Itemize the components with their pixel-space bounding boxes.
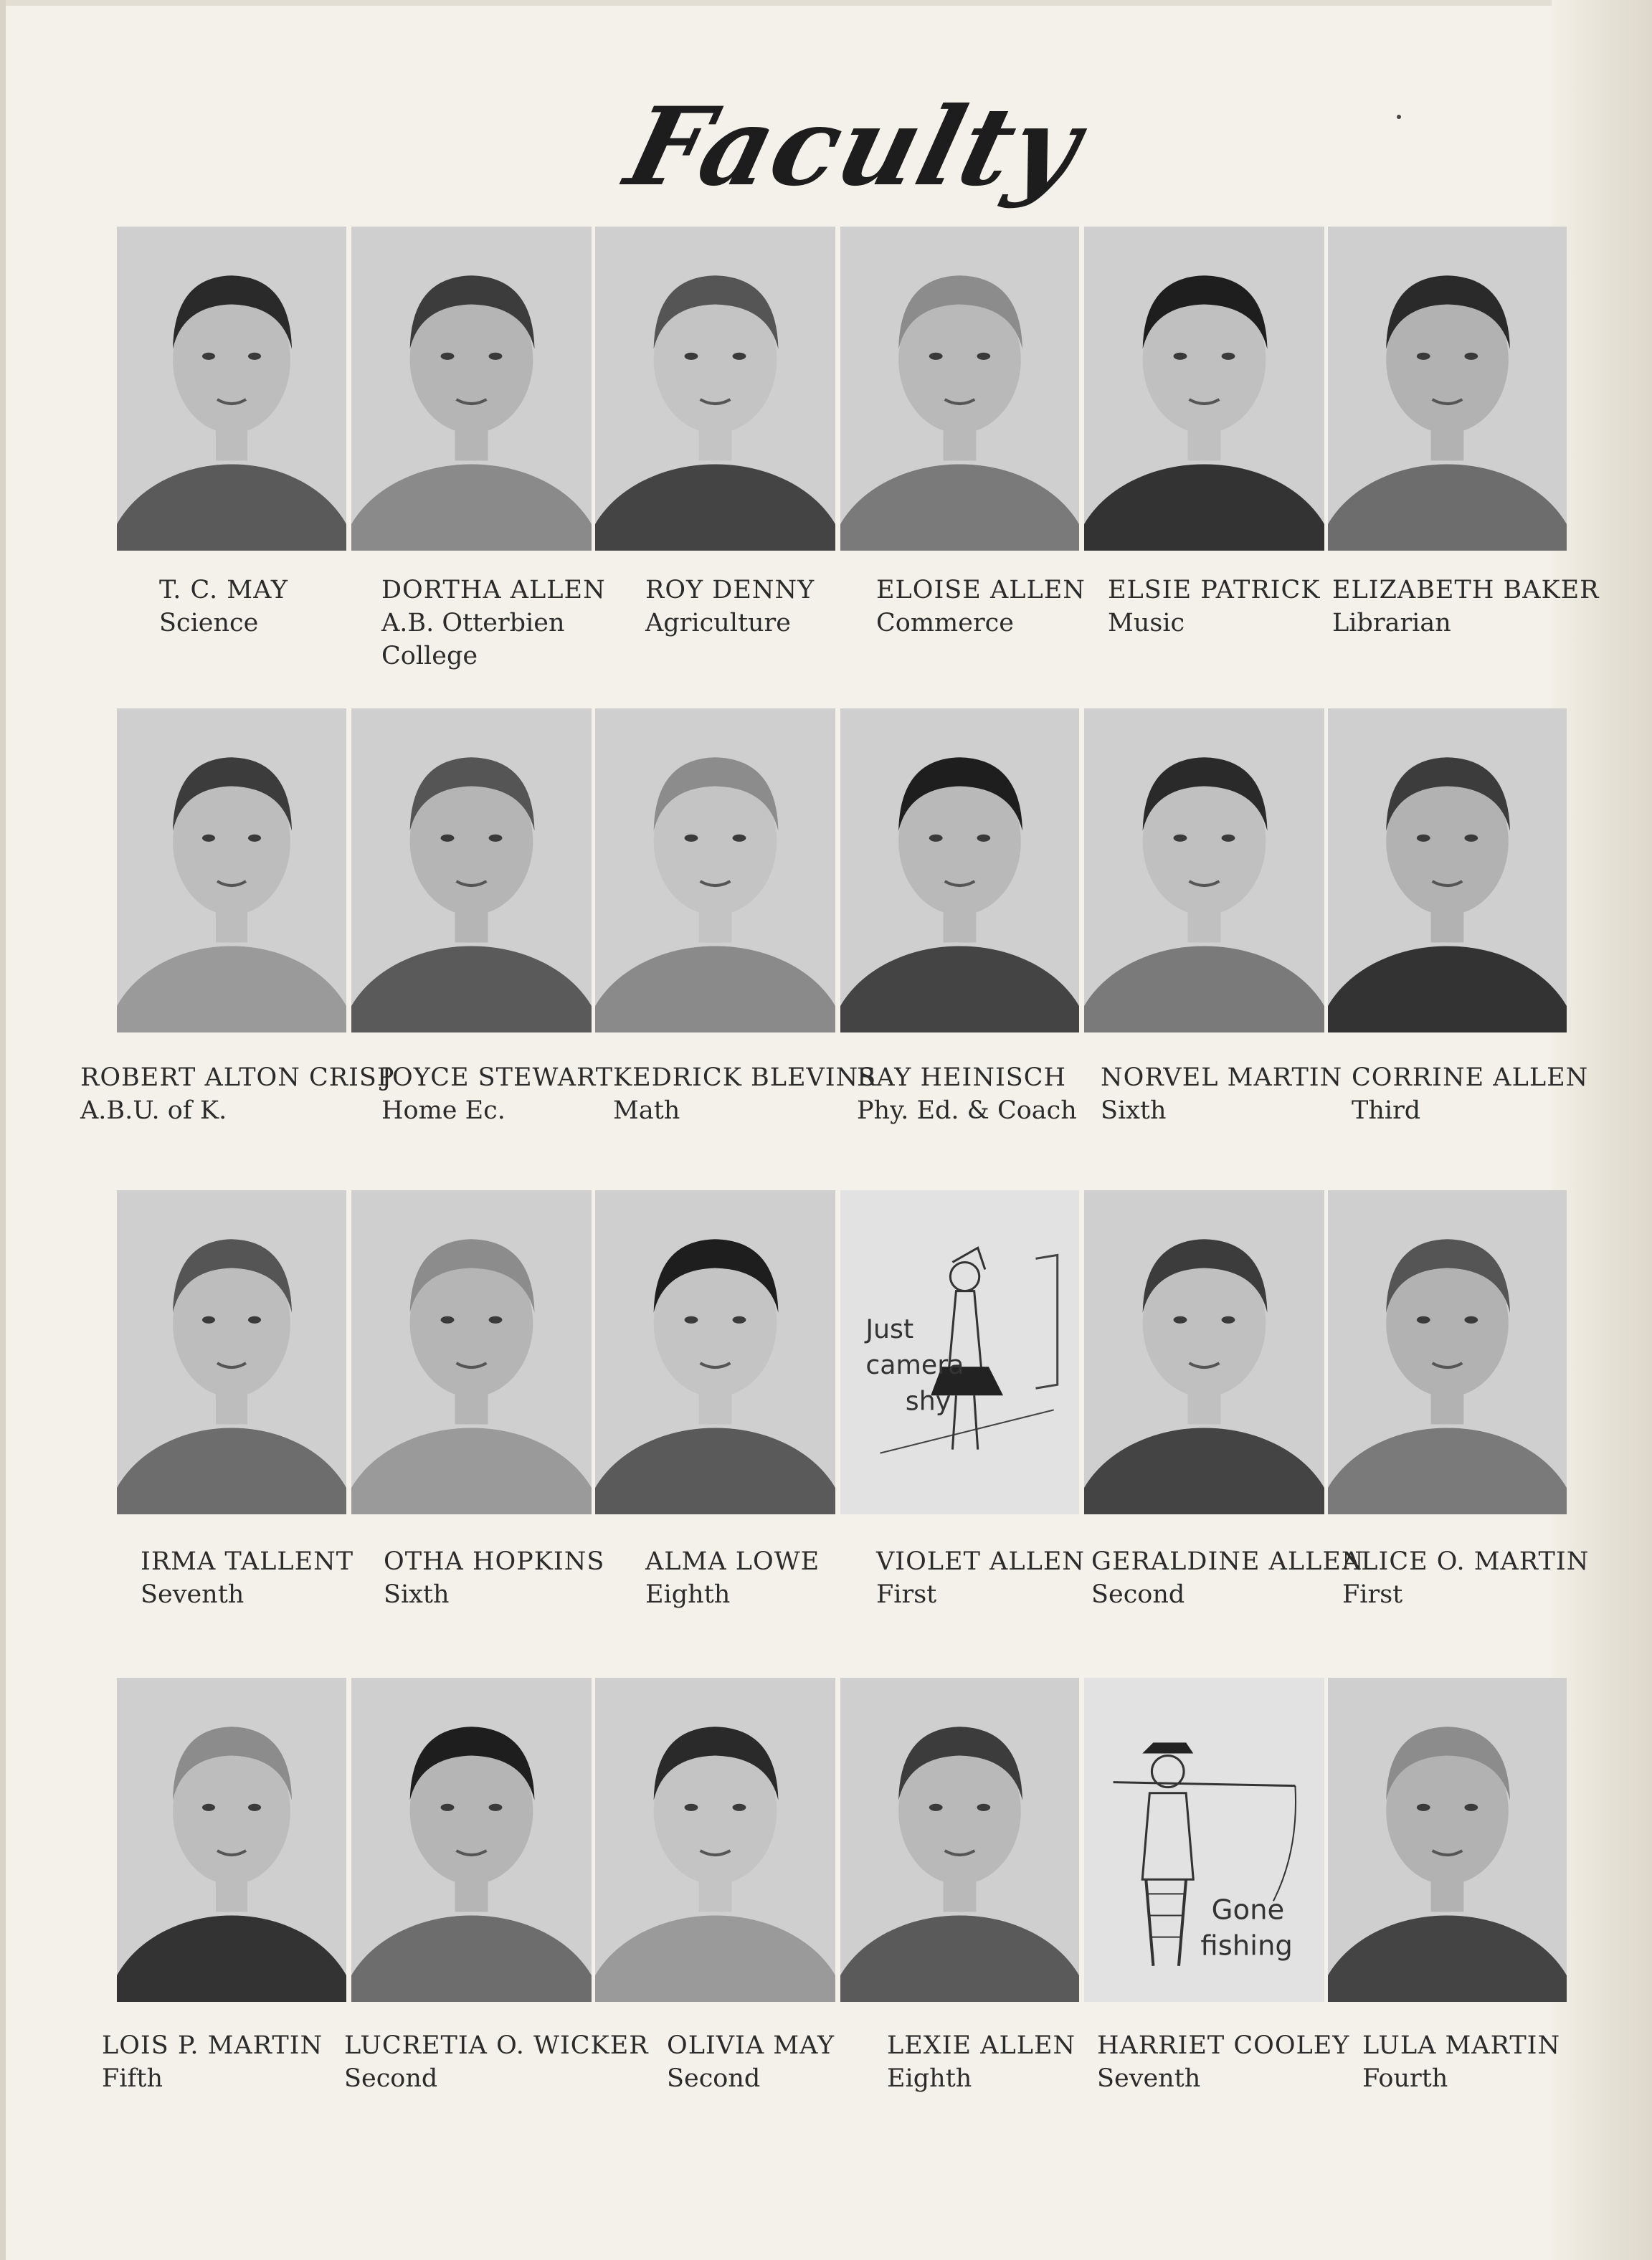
photo-alice-o-martin [1328,1190,1567,1514]
caption-harriet-cooley [1097,2029,1349,2095]
photo-roy-denny [595,227,835,551]
photo-elizabeth-baker [1328,227,1567,551]
teacher-subject-line2: College [381,642,478,670]
teacher-subject: Seventh [141,1580,245,1609]
photo-lexie-allen [840,1678,1079,2002]
photo-joyce-stewart [351,708,592,1032]
teacher-subject: Agriculture [645,609,791,637]
photo-ray-heinisch [840,708,1079,1032]
ink-speck [1397,115,1401,119]
teacher-name: ELSIE PATRICK [1108,576,1321,604]
photo-lula-martin [1328,1678,1567,2002]
photo-norvel-martin [1084,708,1324,1032]
teacher-subject: Fifth [102,2064,163,2093]
teacher-subject: Librarian [1332,609,1451,637]
teacher-subject: Second [1091,1580,1185,1609]
caption-ray-heinisch [857,1061,1077,1127]
photo-corrine-allen [1328,708,1567,1032]
caption-corrine-allen [1352,1061,1588,1127]
photo-olivia-may [595,1678,835,2002]
photo-t-c-may [117,227,346,551]
photo-geraldine-allen [1084,1190,1324,1514]
caption-lois-p-martin [102,2029,323,2095]
caption-eloise-allen [876,574,1086,640]
caption-geraldine-allen [1091,1545,1364,1611]
teacher-name: ELOISE ALLEN [876,576,1086,604]
teacher-subject: Commerce [876,609,1014,637]
teacher-subject: First [1342,1580,1403,1609]
teacher-subject: Second [344,2064,438,2093]
teacher-subject: Sixth [1101,1096,1167,1125]
teacher-name: OLIVIA MAY [667,2031,835,2060]
svg-text:Just: Just [865,1313,914,1344]
caption-dortha-allen [381,574,606,673]
teacher-name: JOYCE STEWART [381,1063,614,1092]
teacher-name: HARRIET COOLEY [1097,2031,1350,2060]
teacher-name: ROBERT ALTON CRISP [80,1063,395,1092]
teacher-subject: A.B. Otterbien [381,609,565,637]
caption-joyce-stewart [381,1061,613,1127]
teacher-name: LEXIE ALLEN [887,2031,1076,2060]
teacher-name: LOIS P. MARTIN [102,2031,323,2060]
caption-olivia-may [667,2029,835,2095]
caption-elizabeth-baker [1332,574,1600,640]
teacher-subject: A.B.U. of K. [80,1096,227,1125]
teacher-subject: Seventh [1097,2064,1201,2093]
teacher-name: ALICE O. MARTIN [1342,1547,1590,1576]
teacher-name: GERALDINE ALLEN [1091,1547,1364,1576]
teacher-name: T. C. MAY [159,576,289,604]
teacher-name: OTHA HOPKINS [384,1547,605,1576]
camera-shy-cartoon [840,1190,1079,1514]
svg-text:shy: shy [905,1385,951,1417]
caption-t-c-may [159,574,288,640]
page-edge-left [0,0,6,2260]
teacher-subject: Home Ec. [381,1096,505,1125]
photo-elsie-patrick [1084,227,1324,551]
photo-kedrick-blevins [595,708,835,1032]
teacher-subject: Second [667,2064,761,2093]
teacher-subject: Science [159,609,259,637]
photo-eloise-allen [840,227,1079,551]
svg-text:fishing: fishing [1200,1929,1293,1962]
teacher-subject: Phy. Ed. & Coach [857,1096,1077,1125]
caption-elsie-patrick [1108,574,1320,640]
page-edge-top [0,0,1652,6]
caption-otha-hopkins [384,1545,604,1611]
teacher-name: IRMA TALLENT [141,1547,354,1576]
teacher-subject: Math [613,1096,680,1125]
caption-violet-allen [876,1545,1085,1611]
caption-robert-alton-crisp [80,1061,394,1127]
teacher-subject: Eighth [645,1580,731,1609]
photo-otha-hopkins [351,1190,592,1514]
caption-lexie-allen [887,2029,1076,2095]
svg-text:camera: camera [865,1349,964,1381]
photo-lucretia-o-wicker [351,1678,592,2002]
teacher-subject: Sixth [384,1580,450,1609]
gone-fishing-cartoon [1084,1678,1324,2002]
photo-lois-p-martin [117,1678,346,2002]
teacher-name: KEDRICK BLEVINS [613,1063,877,1092]
caption-irma-tallent [141,1545,353,1611]
teacher-name: ALMA LOWE [645,1547,820,1576]
teacher-subject: First [876,1580,937,1609]
caption-kedrick-blevins [613,1061,876,1127]
teacher-name: VIOLET ALLEN [876,1547,1085,1576]
page-title: Faculty [615,84,1094,210]
svg-text:Gone: Gone [1211,1894,1285,1927]
caption-roy-denny [645,574,815,640]
teacher-name: LULA MARTIN [1362,2031,1561,2060]
teacher-name: LUCRETIA O. WICKER [344,2031,649,2060]
teacher-name: DORTHA ALLEN [381,576,606,604]
teacher-subject: Music [1108,609,1185,637]
photo-dortha-allen [351,227,592,551]
teacher-name: NORVEL MARTIN [1101,1063,1343,1092]
photo-alma-lowe [595,1190,835,1514]
caption-lula-martin [1362,2029,1560,2095]
photo-irma-tallent [117,1190,346,1514]
teacher-name: RAY HEINISCH [857,1063,1067,1092]
teacher-subject: Eighth [887,2064,972,2093]
page-edge-right [1552,0,1652,2260]
caption-lucretia-o-wicker [344,2029,649,2095]
teacher-subject: Third [1352,1096,1421,1125]
teacher-name: CORRINE ALLEN [1352,1063,1589,1092]
teacher-name: ROY DENNY [645,576,815,604]
teacher-subject: Fourth [1362,2064,1448,2093]
teacher-name: ELIZABETH BAKER [1332,576,1600,604]
caption-alma-lowe [645,1545,820,1611]
caption-alice-o-martin [1342,1545,1589,1611]
photo-robert-alton-crisp [117,708,346,1032]
caption-norvel-martin [1101,1061,1342,1127]
